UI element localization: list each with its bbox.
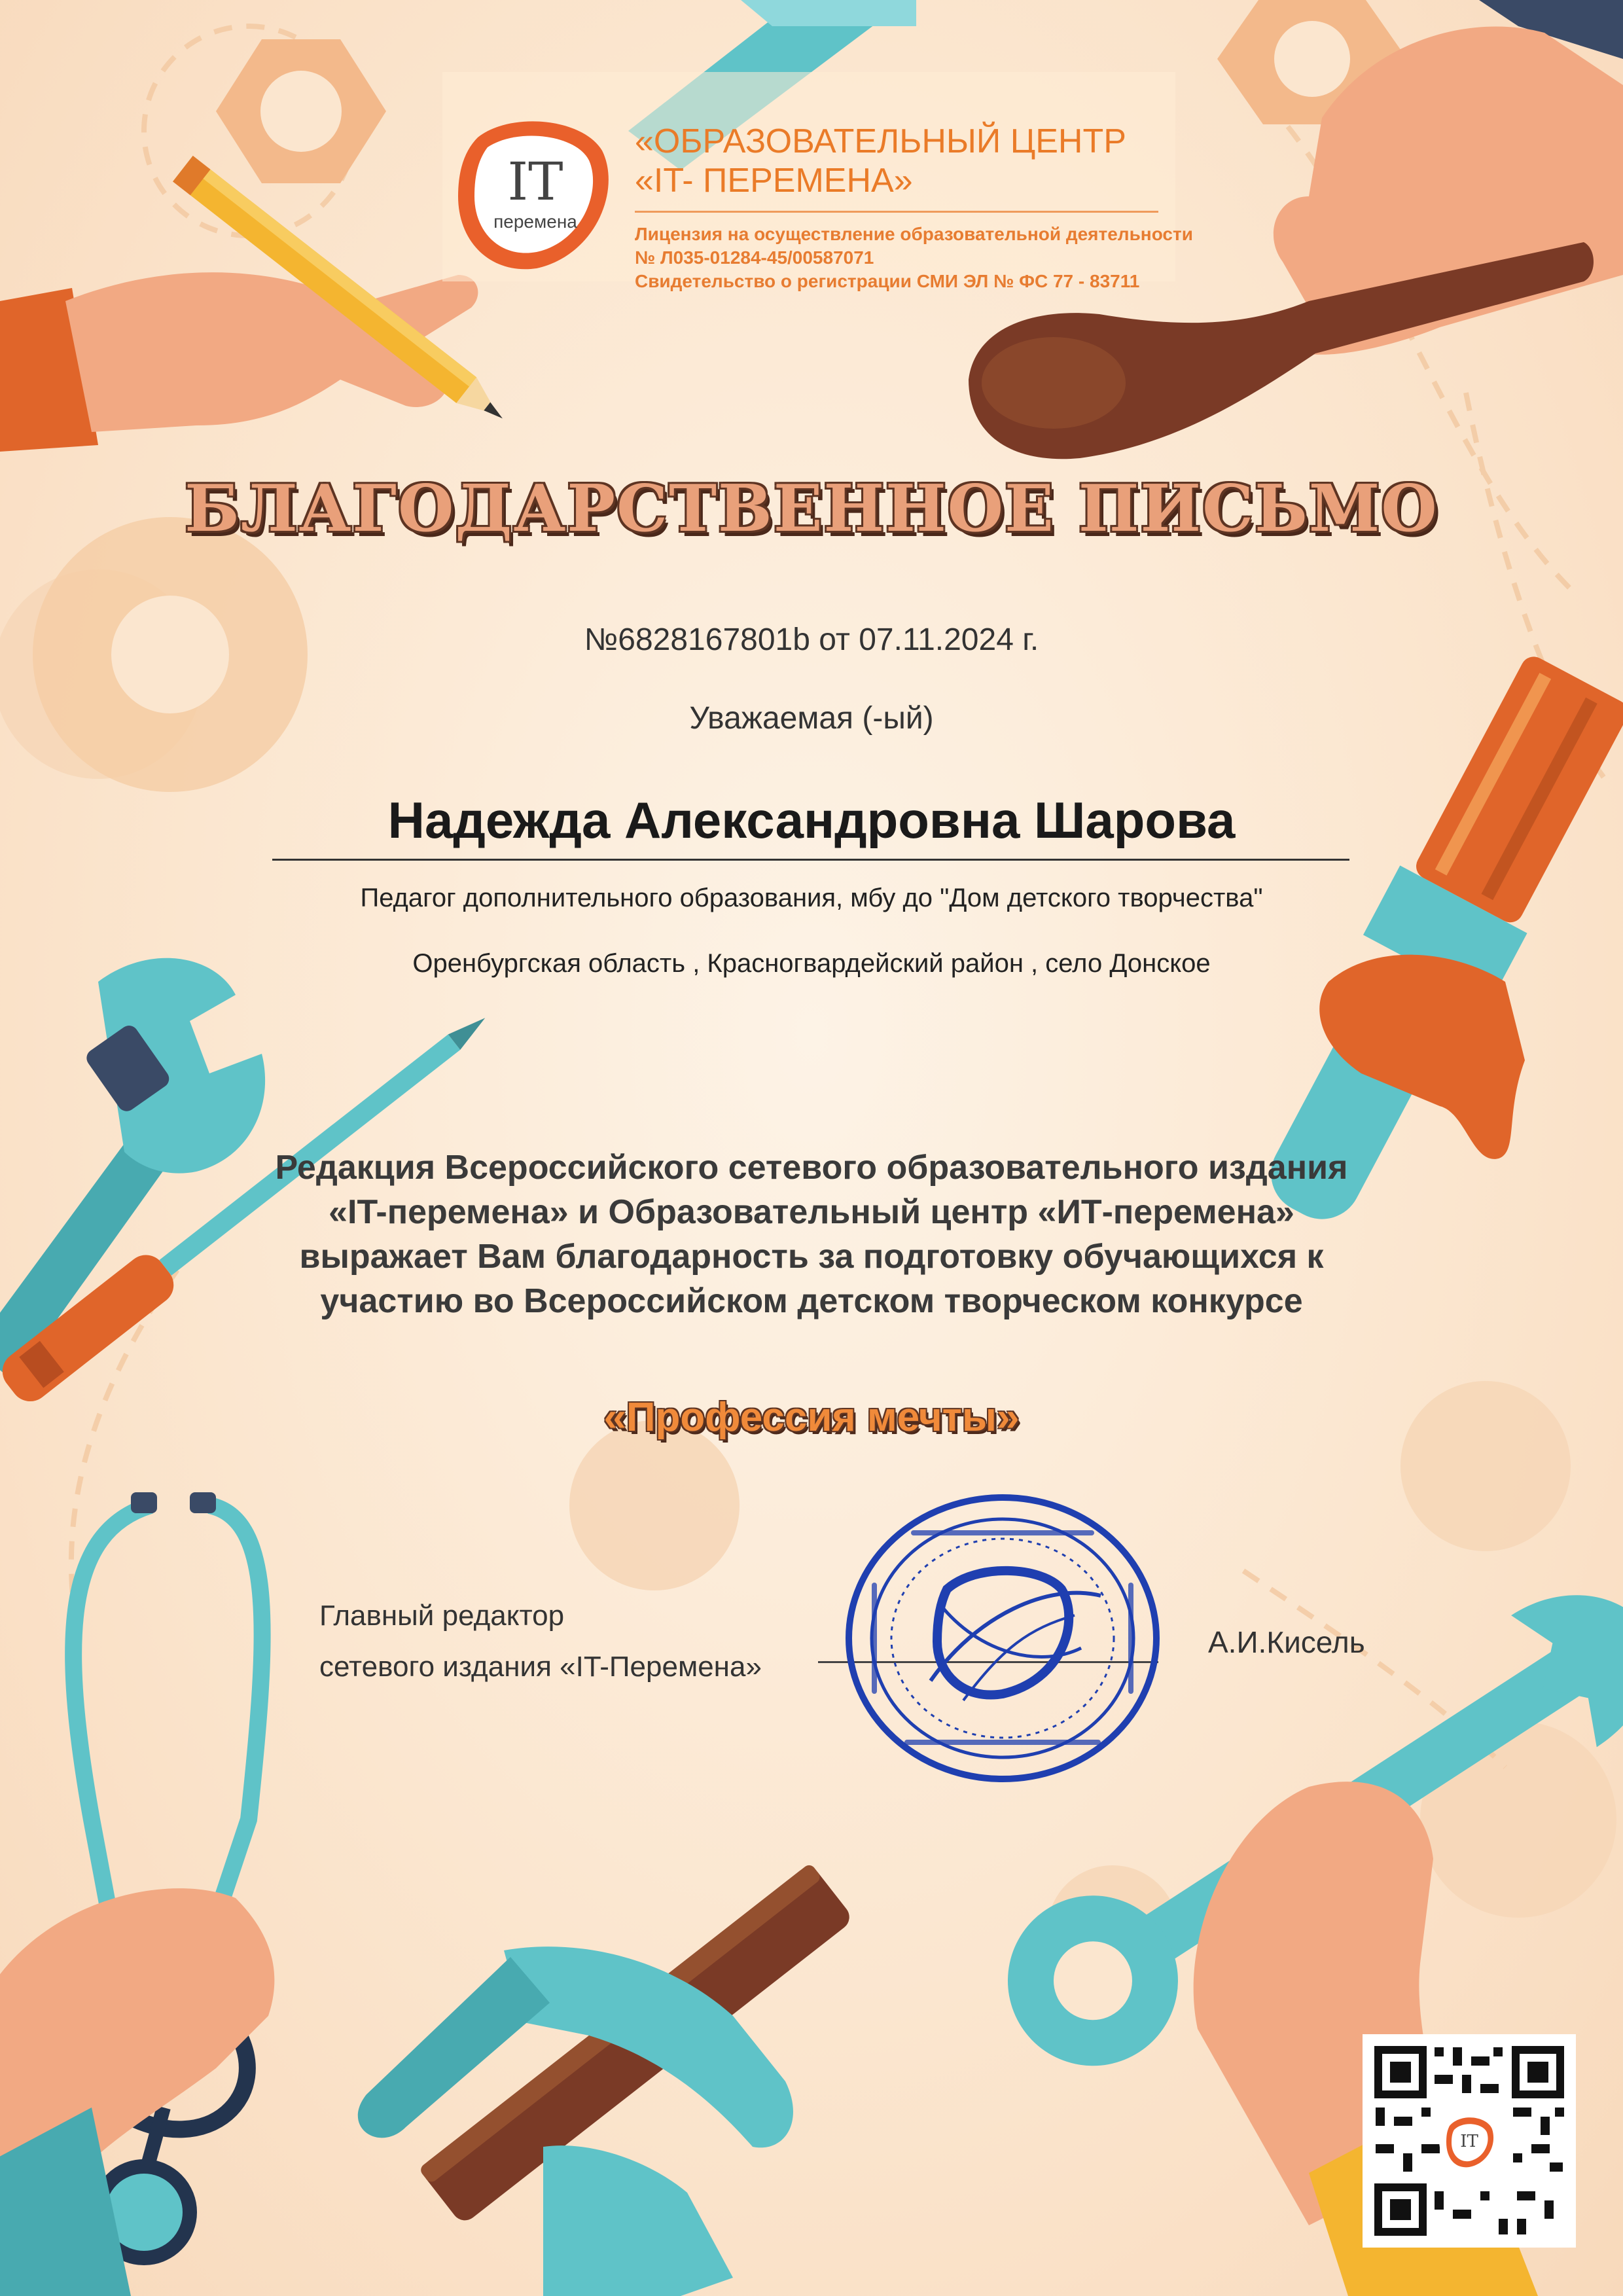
license-info xyxy=(635,223,1224,293)
svg-text:перемена: перемена xyxy=(493,211,577,232)
signature-role: Главный редактор xyxy=(319,1600,565,1632)
media-registration: Свидетельство о регистрации СМИ ЭЛ № ФС 77 - 83711 xyxy=(635,271,1140,291)
name-underline xyxy=(272,859,1349,861)
it-peremena-logo xyxy=(452,111,622,275)
svg-text:IT: IT xyxy=(1460,2132,1478,2151)
qr-code[interactable] xyxy=(1363,2034,1576,2248)
signature-label xyxy=(319,1590,817,1693)
body-line: выражает Вам благодарность за подготовку обучающихся к xyxy=(299,1238,1324,1276)
hand-with-pencil-icon xyxy=(0,156,512,452)
recipient-position: Педагог дополнительного образования, мбу до "Дом детского творчества" xyxy=(360,884,1263,912)
recipient-location: Оренбургская область , Красногвардейский район , село Донское xyxy=(412,949,1211,978)
salutation: Уважаемая (-ый) xyxy=(689,701,934,736)
header-divider xyxy=(635,211,1158,213)
body-line: участию во Всероссийском детском творческом конкурсе xyxy=(320,1282,1303,1320)
license-number: № Л035-01284-45/00587071 xyxy=(635,247,874,268)
official-stamp xyxy=(832,1484,1173,1792)
qr-code-graphic xyxy=(1363,2034,1576,2248)
svg-text:IT: IT xyxy=(507,151,563,212)
document-number: №6828167801b от 07.11.2024 г. xyxy=(584,622,1039,657)
signature-org: сетевого издания «IT-Перемена» xyxy=(319,1651,762,1683)
org-name-line: «ОБРАЗОВАТЕЛЬНЫЙ ЦЕНТР xyxy=(635,122,1126,160)
certificate-title: БЛАГОДАРСТВЕННОЕ ПИСЬМО xyxy=(185,471,1438,547)
hammer-icon xyxy=(358,1863,855,2296)
signatory-name: А.И.Кисель xyxy=(1208,1625,1365,1659)
contest-name: «Профессия мечты» xyxy=(603,1395,1020,1440)
org-name-line: «IT- ПЕРЕМЕНА» xyxy=(635,162,913,200)
recipient-name: Надежда Александровна Шарова xyxy=(387,791,1236,849)
license-line: Лицензия на осуществление образовательной деятельности xyxy=(635,224,1193,244)
body-text xyxy=(216,1145,1407,1323)
organization-name xyxy=(635,122,1198,200)
body-line: «IT-перемена» и Образовательный центр «ИТ-перемена» xyxy=(329,1193,1294,1231)
body-line: Редакция Всероссийского сетевого образовательного издания xyxy=(275,1149,1348,1187)
